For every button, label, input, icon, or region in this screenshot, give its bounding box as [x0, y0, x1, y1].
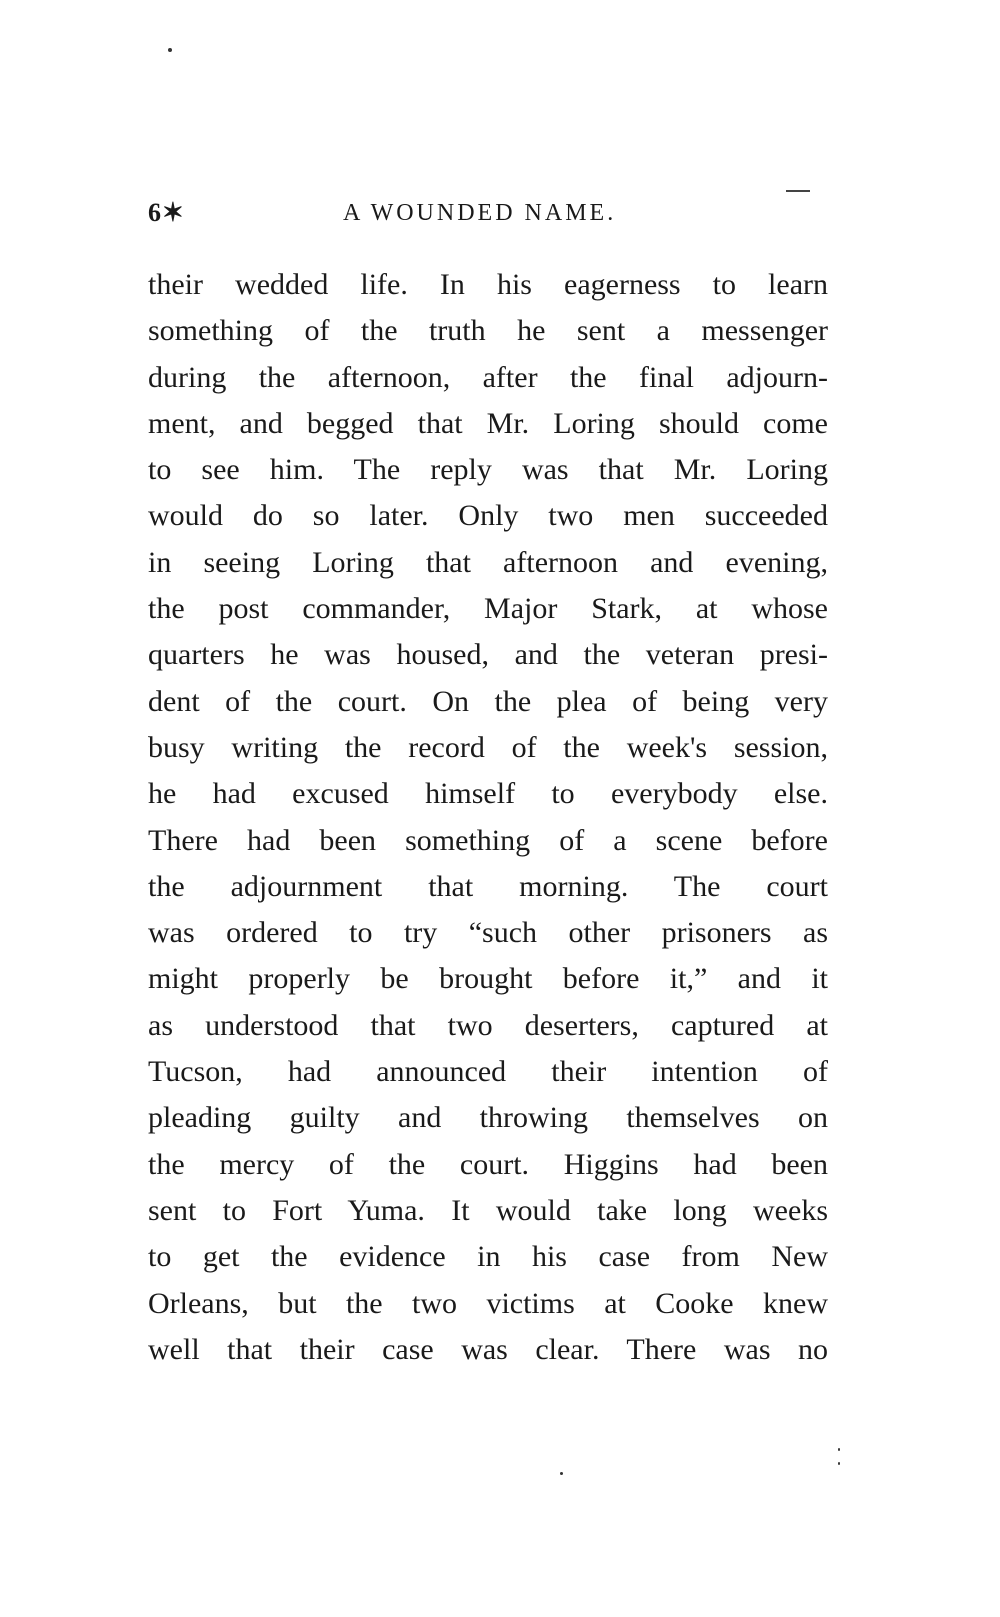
body-text	[148, 262, 828, 1373]
text-line: in seeing Loring that afternoon and evening,	[148, 545, 828, 579]
scan-speck	[560, 1472, 563, 1475]
text-line: well that their case was clear. There was no	[148, 1332, 828, 1366]
text-line: the mercy of the court. Higgins had been	[148, 1147, 828, 1181]
text-line: dent of the court. On the plea of being very	[148, 684, 828, 718]
text-line: something of the truth he sent a messenger	[148, 314, 828, 348]
scan-speck	[838, 1448, 840, 1451]
text-line: the adjournment that morning. The court	[148, 869, 828, 903]
page-header	[148, 198, 828, 238]
text-line: pleading guilty and throwing themselves on	[148, 1101, 828, 1135]
text-line: quarters he was housed, and the veteran presi-	[148, 638, 828, 672]
text-line: was ordered to try “such other prisoners as	[148, 916, 828, 950]
scan-speck	[168, 48, 172, 52]
text-line: There had been something of a scene before	[148, 823, 828, 857]
text-line: to see him. The reply was that Mr. Loring	[148, 453, 828, 487]
text-line: their wedded life. In his eagerness to learn	[148, 268, 828, 301]
text-line: Orleans, but the two victims at Cooke knew	[148, 1286, 828, 1320]
text-line: busy writing the record of the week's session,	[148, 730, 828, 764]
text-line: ment, and begged that Mr. Loring should come	[148, 406, 828, 440]
text-line: during the afternoon, after the final adjourn-	[148, 360, 828, 394]
page-number: 6✶	[148, 198, 185, 227]
text-line: to get the evidence in his case from New	[148, 1240, 828, 1274]
text-line: might properly be brought before it,” and it	[148, 962, 828, 996]
text-line: Tucson, had announced their intention of	[148, 1055, 828, 1089]
text-line: sent to Fort Yuma. It would take long weeks	[148, 1193, 828, 1227]
text-line: the post commander, Major Stark, at whose	[148, 592, 828, 626]
scan-speck	[838, 1462, 840, 1465]
text-line: as understood that two deserters, captured at	[148, 1008, 828, 1042]
text-line: he had excused himself to everybody else.	[148, 777, 828, 811]
text-line: would do so later. Only two men succeeded	[148, 499, 828, 533]
scan-mark	[786, 190, 810, 192]
running-title: A WOUNDED NAME.	[343, 200, 617, 226]
